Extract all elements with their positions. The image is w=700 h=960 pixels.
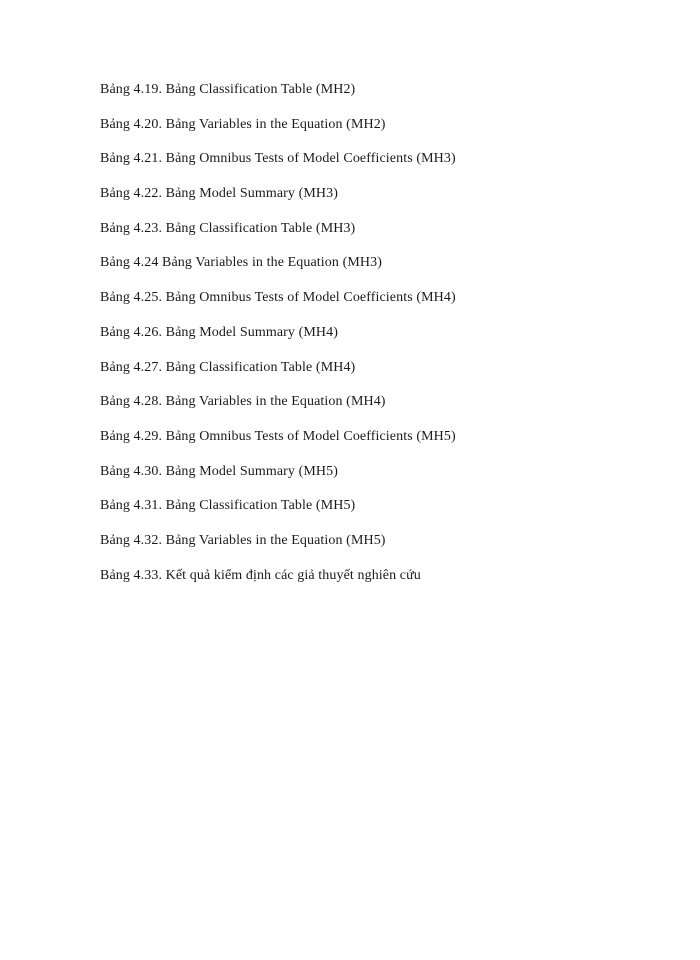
list-item: Bảng 4.21. Bảng Omnibus Tests of Model Coefficients (MH3) (100, 151, 456, 167)
list-item: Bảng 4.31. Bảng Classification Table (MH5) (100, 498, 356, 514)
list-item: Bảng 4.28. Bảng Variables in the Equation (MH4) (100, 394, 386, 410)
list-item: Bảng 4.22. Bảng Model Summary (MH3) (100, 186, 338, 202)
list-item: Bảng 4.23. Bảng Classification Table (MH3) (100, 220, 356, 236)
table-list (100, 80, 456, 600)
list-item: Bảng 4.19. Bảng Classification Table (MH2) (100, 82, 356, 97)
list-item: Bảng 4.25. Bảng Omnibus Tests of Model Coefficients (MH4) (100, 290, 456, 306)
list-item: Bảng 4.32. Bảng Variables in the Equation (MH5) (100, 532, 386, 548)
list-item: Bảng 4.29. Bảng Omnibus Tests of Model Coefficients (MH5) (100, 428, 456, 444)
list-item: Bảng 4.20. Bảng Variables in the Equation (MH2) (100, 116, 386, 132)
list-item: Bảng 4.33. Kết quả kiểm định các giả thuyết nghiên cứu (100, 567, 421, 583)
list-item: Bảng 4.30. Bảng Model Summary (MH5) (100, 463, 338, 479)
list-item: Bảng 4.24 Bảng Variables in the Equation (MH3) (100, 255, 382, 271)
list-item: Bảng 4.26. Bảng Model Summary (MH4) (100, 324, 338, 340)
list-item: Bảng 4.27. Bảng Classification Table (MH4) (100, 359, 356, 375)
